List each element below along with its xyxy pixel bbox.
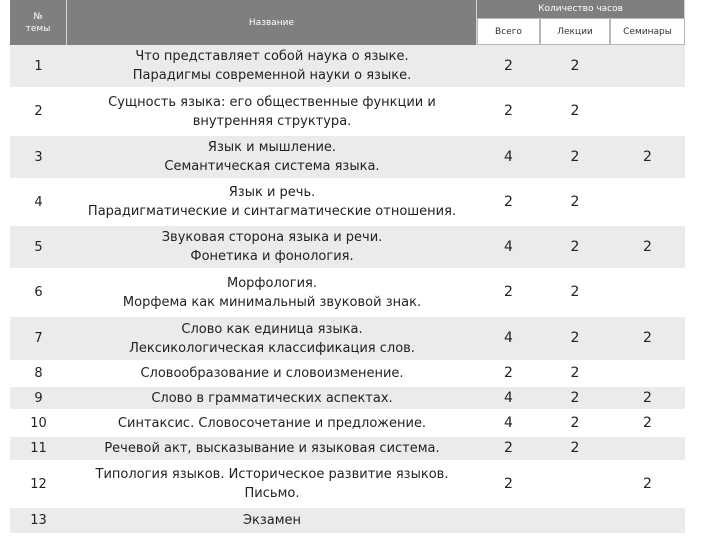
table-row (10, 226, 685, 271)
topic-name-cell: Звуковая сторона языка и речи. Фонетика и фонология. (67, 226, 477, 271)
topic-number-cell: 13 (10, 508, 67, 536)
total-hours-cell: 2 (477, 463, 540, 508)
total-hours-cell: 2 (477, 90, 540, 136)
header-lectures: Лекции (540, 18, 610, 45)
total-hours-cell: 4 (477, 226, 540, 271)
lecture-hours-cell (540, 463, 610, 508)
seminar-hours-cell (610, 508, 685, 536)
table-row (10, 136, 685, 181)
header-name: Название (67, 0, 477, 45)
total-hours-cell: 2 (477, 45, 540, 90)
topic-number-cell: 2 (10, 90, 67, 136)
lecture-hours-cell: 2 (540, 271, 610, 317)
table-row (10, 463, 685, 508)
seminar-hours-cell (610, 90, 685, 136)
topic-name-cell: Язык и мышление. Семантическая система языка. (67, 136, 477, 181)
table-body (10, 45, 685, 536)
total-hours-cell: 2 (477, 363, 540, 387)
topic-number-cell: 1 (10, 45, 67, 90)
table-row (10, 363, 685, 387)
topic-name-cell: Что представляет собой наука о языке. Парадигмы современной науки о языке. (67, 45, 477, 90)
topic-name-cell: Слово в грамматических аспектах. (67, 387, 477, 412)
seminar-hours-cell: 2 (610, 136, 685, 181)
seminar-hours-cell (610, 271, 685, 317)
topic-number-cell: 3 (10, 136, 67, 181)
table-row (10, 271, 685, 317)
table-row (10, 317, 685, 363)
table-row (10, 90, 685, 136)
header-total: Всего (477, 18, 540, 45)
header-topic-number: № темы (10, 0, 67, 45)
topic-name-cell: Слово как единица языка. Лексикологическая классификация слов. (67, 317, 477, 363)
seminar-hours-cell: 2 (610, 317, 685, 363)
header-seminars: Семинары (610, 18, 685, 45)
table-row (10, 437, 685, 463)
course-hours-table (10, 0, 685, 536)
seminar-hours-cell (610, 45, 685, 90)
seminar-hours-cell (610, 437, 685, 463)
lecture-hours-cell: 2 (540, 363, 610, 387)
topic-number-cell: 7 (10, 317, 67, 363)
total-hours-cell: 4 (477, 387, 540, 412)
seminar-hours-cell (610, 181, 685, 226)
lecture-hours-cell: 2 (540, 90, 610, 136)
table-row (10, 181, 685, 226)
table-row (10, 387, 685, 412)
lecture-hours-cell: 2 (540, 317, 610, 363)
seminar-hours-cell (610, 363, 685, 387)
seminar-hours-cell: 2 (610, 412, 685, 437)
topic-name-cell: Экзамен (67, 508, 477, 536)
topic-number-cell: 5 (10, 226, 67, 271)
lecture-hours-cell: 2 (540, 412, 610, 437)
topic-name-cell: Синтаксис. Словосочетание и предложение. (67, 412, 477, 437)
lecture-hours-cell: 2 (540, 437, 610, 463)
lecture-hours-cell (540, 508, 610, 536)
topic-number-cell: 8 (10, 363, 67, 387)
lecture-hours-cell: 2 (540, 387, 610, 412)
seminar-hours-cell: 2 (610, 463, 685, 508)
topic-number-cell: 12 (10, 463, 67, 508)
topic-number-cell: 9 (10, 387, 67, 412)
total-hours-cell: 2 (477, 437, 540, 463)
topic-name-cell: Словообразование и словоизменение. (67, 363, 477, 387)
total-hours-cell: 4 (477, 412, 540, 437)
seminar-hours-cell: 2 (610, 226, 685, 271)
total-hours-cell (477, 508, 540, 536)
header-hours: Количество часов (477, 0, 685, 18)
lecture-hours-cell: 2 (540, 45, 610, 90)
topic-number-cell: 10 (10, 412, 67, 437)
table-row (10, 45, 685, 90)
table-header (10, 0, 685, 45)
total-hours-cell: 2 (477, 181, 540, 226)
seminar-hours-cell: 2 (610, 387, 685, 412)
topic-name-cell: Типология языков. Историческое развитие языков. Письмо. (67, 463, 477, 508)
topic-name-cell: Язык и речь. Парадигматические и синтагматические отношения. (67, 181, 477, 226)
topic-number-cell: 4 (10, 181, 67, 226)
lecture-hours-cell: 2 (540, 181, 610, 226)
lecture-hours-cell: 2 (540, 136, 610, 181)
topic-number-cell: 11 (10, 437, 67, 463)
topic-number-cell: 6 (10, 271, 67, 317)
topic-name-cell: Речевой акт, высказывание и языковая система. (67, 437, 477, 463)
topic-name-cell: Морфология. Морфема как минимальный звуковой знак. (67, 271, 477, 317)
lecture-hours-cell: 2 (540, 226, 610, 271)
table-row (10, 508, 685, 536)
topic-name-cell: Сущность языка: его общественные функции и внутренняя структура. (67, 90, 477, 136)
total-hours-cell: 4 (477, 136, 540, 181)
total-hours-cell: 2 (477, 271, 540, 317)
total-hours-cell: 4 (477, 317, 540, 363)
table-row (10, 412, 685, 437)
